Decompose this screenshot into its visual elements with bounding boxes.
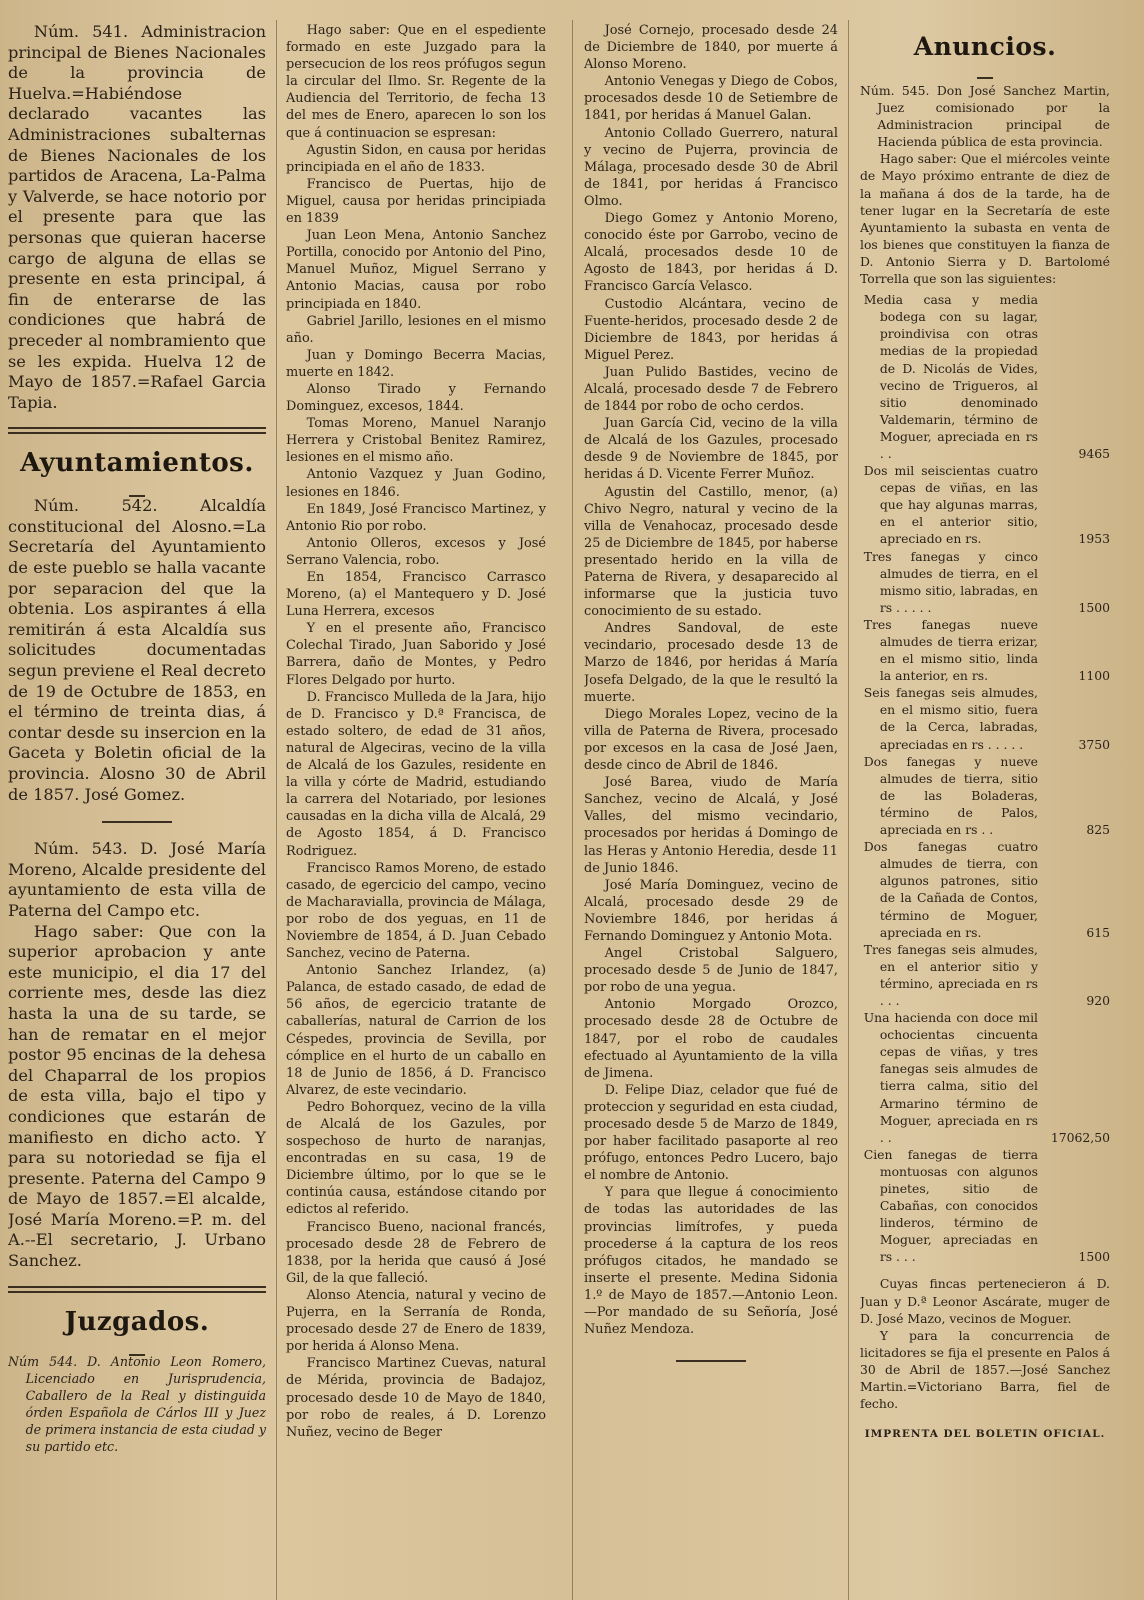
property-item [860,1146,1110,1266]
section-title-anuncios: Anuncios. [913,32,1057,61]
column-3 [584,22,838,1590]
paragraph: José Barea, viudo de María Sanchez, vecino de Alcalá, y José Valles, del mismo vecindario, procesados por heridas á Domingo de las Heras y Antonio Heredia, desde 11 de Junio 1846. [584,775,838,876]
column-1 [8,22,266,1590]
column-4 [860,22,1110,1590]
paragraph: Antonio Olleros, excesos y José Serrano Valencia, robo. [286,535,546,568]
notice-543-heading: Núm. 543. D. José María Moreno, Alcalde presidente del ayuntamiento de esta villa de Paterna del Campo etc. [8,839,266,920]
paragraph: Antonio Vazquez y Juan Godino, lesiones en 1846. [286,467,546,500]
property-description: Dos fanegas y nueve almudes de tierra, sitio de las Boladeras, término de Palos, apreciada en rs . . [863,753,1038,838]
paragraph: Agustin Sidon, en causa por heridas principiada en el año de 1833. [286,142,546,175]
ornament [860,66,1110,72]
col3-paragraphs [584,22,838,1338]
paragraph: D. Francisco Mulleda de la Jara, hijo de D. Francisco y D.ª Francisca, de estado soltero, de edad de 31 años, natural de Algeciras, vecino de la villa de Alcalá de los Gazules, residente en la villa y córte de Madrid, estudiando la carrera del Notariado, por lesiones causadas en la dicha villa de Alcalá, 29 de Agosto 1854, á D. Francisco Rodriguez. [286,689,546,859]
property-item [860,1009,1110,1146]
paragraph: Tomas Moreno, Manuel Naranjo Herrera y Cristobal Benitez Ramirez, lesiones en el mismo año. [286,416,546,466]
property-item [860,462,1110,547]
section-title-juzgados: Juzgados. [64,1306,210,1337]
notice-545-closing-2: Y para la concurrencia de licitadores se fija el presente en Palos á 30 de Abril de 1857.—José Sanchez Martin.=Victoriano Barra, fiel de fecho. [860,1327,1110,1412]
property-value: 1500 [1078,1249,1110,1265]
paragraph: Antonio Venegas y Diego de Cobos, procesados desde 10 de Setiembre de 1841, por heridas á Manuel Galan. [584,74,838,124]
section-rule [8,427,266,434]
notice-542: Núm. 542. Alcaldía constitucional del Alosno.=La Secretaría del Ayuntamiento de este pueblo se halla vacante por separacion del que la obtenia. Los aspirantes á ella remitirán á esta Alcaldía sus solicitudes documentadas segun previene el Real decreto de 19 de Octubre de 1853, en el término de treinta dias, á contar desde su insercion en la Gaceta y Boletin oficial de la provincia. Alosno 30 de Abril de 1857. José Gomez. [8,496,266,804]
paragraph: Francisco Ramos Moreno, de estado casado, de egercicio del campo, vecino de Macharavialla, provincia de Málaga, por robo de dos yeguas, en 11 de Noviembre de 1854, á D. Juan Cebado Sanchez, vecino de Paterna. [286,860,546,962]
notice-545-closing-1: Cuyas fincas pertenecieron á D. Juan y D.ª Leonor Ascárate, muger de D. José Mazo, vecinos de Moguer. [860,1276,1110,1326]
property-item [860,684,1110,752]
paragraph: Andres Sandoval, de este vecindario, procesado desde 13 de Marzo de 1846, por heridas á María Josefa Delgado, de la que le resultó la muerte. [584,621,838,705]
paragraph: Alonso Atencia, natural y vecino de Pujerra, en la Serranía de Ronda, procesado desde 27 de Enero de 1839, por herida á Alonso Mena. [286,1287,546,1355]
notice-545-heading: Núm. 545. Don José Sanchez Martin, Juez comisionado por la Administracion principal de Hacienda pública de esta provincia. [860,83,1110,150]
notice-544: Núm 544. D. Antonio Leon Romero, Licenciado en Jurisprudencia, Caballero de la Real y distinguida órden Española de Cárlos III y Juez de primera instancia de esta ciudad y su partido etc. [8,1353,266,1454]
paragraph: Francisco de Puertas, hijo de Miguel, causa por heridas principiada en 1839 [286,176,546,227]
paragraph: Antonio Morgado Orozco, procesado desde 28 de Octubre de 1847, por el robo de caudales efectuado al Ayuntamiento de la villa de Jimena. [584,997,838,1081]
paragraph: Gabriel Jarillo, lesiones en el mismo año. [286,313,546,346]
property-value: 920 [1086,992,1110,1008]
paragraph: Y en el presente año, Francisco Colechal Tirado, Juan Saborido y José Barrera, daño de Montes, y Pedro Flores Delgado por hurto. [286,621,546,688]
paragraph: Diego Morales Lopez, vecino de la villa de Paterna de Rivera, procesado por excesos en la casa de José Jaen, desde cinco de Abril de 1846. [584,706,838,774]
property-description: Cien fanegas de tierra montuosas con algunos pinetes, sitio de Cabañas, con conocidos linderos, término de Moguer, apreciadas en rs . . . [863,1146,1038,1265]
property-value: 1953 [1078,531,1110,547]
paragraph: Juan García Cid, vecino de la villa de Alcalá de los Gazules, procesado desde 9 de Noviembre de 1845, por heridas á D. Vicente Ferrer Muñoz. [584,416,838,483]
paragraph: Y para que llegue á conocimiento de todas las autoridades de las provincias limítrofes, y pueda procederse á la captura de los reos prófugos citados, he mandado se inserte el presente. Medina Sidonia 1.º de Mayo de 1857.—Antonio Leon.—Por mandado de su Señoría, José Nuñez Mendoza. [584,1185,838,1338]
ornament [8,1341,266,1347]
property-item [860,291,1110,462]
property-item [860,941,1110,1009]
paragraph: Alonso Tirado y Fernando Dominguez, excesos, 1844. [286,381,546,415]
paragraph: Francisco Bueno, nacional francés, procesado desde 28 de Febrero de 1838, por la herida que causó á José Gil, de la que falleció. [286,1219,546,1286]
paragraph: Diego Gomez y Antonio Moreno, conocido éste por Garrobo, vecino de Alcalá, procesados desde 10 de Agosto de 1843, por heridas á D. Francisco García Velasco. [584,211,838,295]
property-item [860,753,1110,838]
property-description: Tres fanegas y cinco almudes de tierra, en el mismo sitio, labradas, en rs . . . . . [863,548,1038,615]
property-value: 17062,50 [1050,1129,1110,1145]
property-value: 1100 [1078,668,1110,684]
paragraph: Juan Leon Mena, Antonio Sanchez Portilla, conocido por Antonio del Pino, Manuel Muñoz, Miguel Serrano y Antonio Macias, causa por robo principiada en 1840. [286,228,546,312]
property-item [860,548,1110,616]
property-value: 1500 [1078,599,1110,615]
col2-paragraphs [286,22,546,1441]
property-value: 9465 [1078,445,1110,461]
property-description: Dos mil seiscientas cuatro cepas de viñas, en las que hay algunas marras, en el anterior sitio, apreciado en rs. [863,463,1038,547]
paragraph: D. Felipe Diaz, celador que fué de proteccion y seguridad en esta ciudad, procesado desde 5 de Marzo de 1849, por haber facilitado pasaporte al reo prófugo, entonces Pedro Lucero, bajo el nombre de Antonio. [584,1082,838,1184]
column-divider [848,20,849,1600]
paragraph: Juan Pulido Bastides, vecino de Alcalá, procesado desde 7 de Febrero de 1844 por robo de ocho cerdos. [584,364,838,415]
property-description: Dos fanegas cuatro almudes de tierra, con algunos patrones, sitio de la Cañada de Contos, término de Moguer, apreciada en rs. [863,839,1038,940]
column-divider [572,20,573,1600]
section-rule [8,1286,266,1293]
paragraph: Pedro Bohorquez, vecino de la villa de Alcalá de los Gazules, por sospechoso de hurto de naranjas, encontradas en su casa, 19 de Diciembre último, por lo que se le continúa causa, estándose citando por edictos al referido. [286,1099,546,1218]
paragraph: Custodio Alcántara, vecino de Fuente-heridos, procesado desde 2 de Diciembre de 1843, por heridas á Miguel Perez. [584,296,838,363]
paragraph: En 1849, José Francisco Martinez, y Antonio Rio por robo. [286,501,546,534]
paragraph: José Cornejo, procesado desde 24 de Diciembre de 1840, por muerte á Alonso Moreno. [584,23,838,73]
notice-541: Núm. 541. Administracion principal de Bienes Nacionales de la provincia de Huelva.=Habiéndose declarado vacantes las Administraciones subalternas de Bienes Nacionales de los partidos de Aracena, La-Palma y Valverde, se hace notorio por el presente para que las personas que quieran hacerse cargo de alguna de ellas se presente en esta principal, á fin de enterarse de las condiciones que habrá de preceder al nombramiento que se les expida. Huelva 12 de Mayo de 1857.=Rafael Garcia Tapia. [8,22,266,412]
paragraph: Juan y Domingo Becerra Macias, muerte en 1842. [286,347,546,380]
paragraph: Agustin del Castillo, menor, (a) Chivo Negro, natural y vecino de la villa de Venahocaz, procesado desde 25 de Diciembre de 1845, por haberse presentado herido en la villa de Paterna de Rivera, y desaparecido al informarse que la justicia tuvo conocimiento de su estado. [584,484,838,620]
property-description: Tres fanegas nueve almudes de tierra erizar, en el mismo sitio, linda la anterior, en rs. [863,616,1038,684]
paragraph: Francisco Martinez Cuevas, natural de Mérida, provincia de Badajoz, procesado desde 10 de Mayo de 1840, por robo de reales, á D. Lorenzo Nuñez, vecino de Beger [286,1356,546,1440]
property-item [860,838,1110,941]
property-description: Media casa y media bodega con su lagar, proindivisa con otras medias de la propiedad de D. Nicolás de Vides, vecino de Trigueros, al sitio denominado Valdemarin, término de Moguer, apreciada en rs . . [863,292,1038,461]
section-title-ayuntamientos: Ayuntamientos. [20,448,254,479]
paragraph: Antonio Collado Guerrero, natural y vecino de Pujerra, provincia de Málaga, procesado desde 30 de Abril de 1841, por heridas á Francisco Olmo. [584,125,838,209]
property-value: 3750 [1078,736,1110,752]
property-description: Seis fanegas seis almudes, en el mismo sitio, fuera de la Cerca, labradas, apreciadas en rs . . . . . [863,685,1038,752]
property-description: Tres fanegas seis almudes, en el anterior sitio y término, apreciada en rs . . . [863,941,1038,1008]
property-value: 825 [1086,822,1110,838]
ornament [8,482,266,488]
paragraph: En 1854, Francisco Carrasco Moreno, (a) el Mantequero y D. José Luna Herrera, excesos [286,570,546,620]
printer-imprint: IMPRENTA DEL BOLETIN OFICIAL. [864,1428,1106,1441]
column-2 [286,22,546,1590]
property-value: 615 [1086,924,1110,940]
separator [102,821,172,823]
property-description: Una hacienda con doce mil ochocientas cincuenta cepas de viñas, y tres fanegas seis almudes de tierra calma, sitio del Armarino término de Moguer, apreciada en rs . . [863,1010,1038,1145]
property-item [860,616,1110,684]
paragraph: Antonio Sanchez Irlandez, (a) Palanca, de estado casado, de edad de 56 años, de egercicio tratante de caballerías, natural de Carrion de los Céspedes, provincia de Sevilla, por cómplice en el hurto de un caballo en 18 de Junio de 1856, á D. Francisco Alvarez, de este vecindario. [286,963,546,1098]
paragraph: Angel Cristobal Salguero, procesado desde 5 de Junio de 1847, por robo de una yegua. [584,946,838,996]
column-divider [276,20,277,1600]
paragraph: José María Dominguez, vecino de Alcalá, procesado desde 29 de Noviembre 1846, por heridas á Fernando Dominguez y Antonio Mota. [584,877,838,944]
separator [676,1360,746,1362]
paragraph: Hago saber: Que en el espediente formado en este Juzgado para la persecucion de los reos prófugos segun la circular del Ilmo. Sr. Regente de la Audiencia del Territorio, de fecha 13 del mes de Enero, aparecen lo son los que á continuacion se espresan: [286,23,546,141]
property-list [860,291,1110,1265]
notice-543-body: Hago saber: Que con la superior aprobacion y ante este municipio, el dia 17 del corriente mes, desde las diez hasta la una de su tarde, se han de rematar en el mejor postor 95 encinas de la dehesa del Chaparral de los propios de esta villa, bajo el tipo y condiciones que estarán de manifiesto en dicho acto. Y para su notoriedad se fija el presente. Paterna del Campo 9 de Mayo de 1857.=El alcalde, José María Moreno.=P. m. del A.--El secretario, J. Urbano Sanchez. [8,921,266,1271]
notice-545-body: Hago saber: Que el miércoles veinte de Mayo próximo entrante de diez de la mañana á dos de la tarde, ha de tener lugar en la Secretaría de este Ayuntamiento la subasta en venta de los bienes que constituyen la fianza de D. Antonio Sierra y D. Bartolomé Torrella que son las siguientes: [860,151,1110,287]
